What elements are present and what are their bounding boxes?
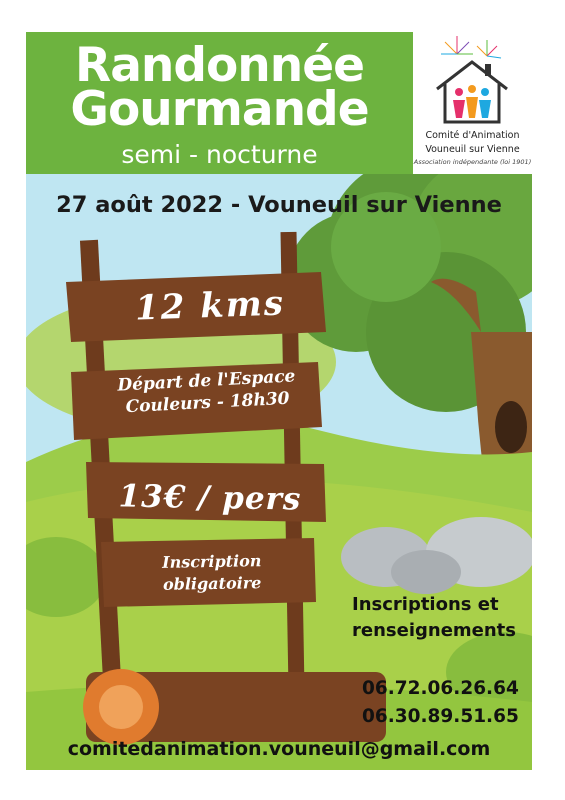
sign-distance: 12 kms	[134, 283, 286, 329]
house-people-fireworks-icon	[427, 34, 517, 126]
contact-phone-2: 06.30.89.51.65	[362, 706, 519, 727]
title-line-1: Randonnée	[75, 38, 364, 93]
contact-title-line-1: Inscriptions et	[352, 594, 499, 615]
logo-block	[413, 32, 532, 174]
sign-price: 13€ / pers	[118, 478, 302, 518]
title-line-2: Gourmande	[70, 82, 369, 137]
contact-phone-1: 06.72.06.26.64	[362, 678, 519, 699]
poster	[26, 32, 532, 770]
sign-departure-line-1: Départ de l'Espace	[116, 366, 296, 396]
logo-text-line-2: Vouneuil sur Vienne	[425, 144, 520, 155]
contact-title-line-2: renseignements	[352, 620, 516, 641]
sign-registration-line-2: obligatoire	[162, 573, 262, 594]
contact-email: comitedanimation.vouneuil@gmail.com	[67, 738, 491, 760]
sign-registration	[112, 549, 313, 596]
sign-departure-line-2: Couleurs - 18h30	[125, 388, 290, 418]
logo-text-line-3: Association indépendante (loi 1901)	[413, 158, 532, 166]
sign-registration-line-1: Inscription	[161, 551, 262, 572]
event-date: 27 août 2022 - Vouneuil sur Vienne	[56, 192, 502, 218]
subtitle: semi - nocturne	[121, 140, 318, 169]
logo-text-line-1: Comité d'Animation	[425, 130, 520, 141]
title-block	[26, 32, 413, 174]
